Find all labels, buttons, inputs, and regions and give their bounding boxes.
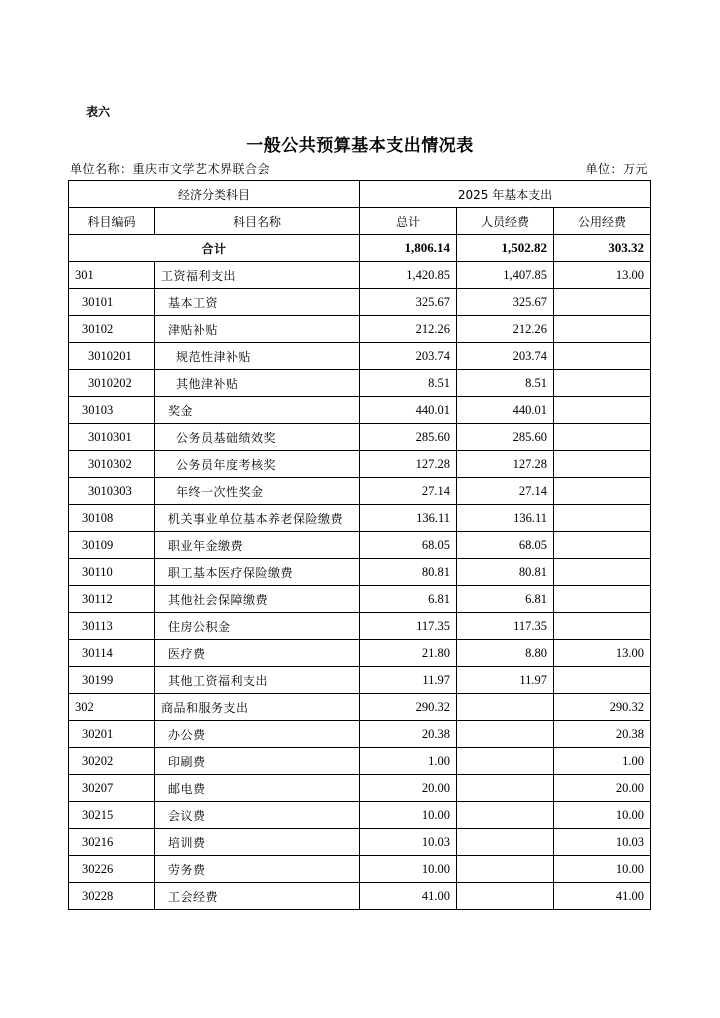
row-total: 1.00 xyxy=(360,748,457,775)
table-row xyxy=(69,883,651,910)
row-public xyxy=(554,505,651,532)
total-sum: 1,806.14 xyxy=(360,235,457,262)
row-code: 30226 xyxy=(69,856,155,883)
page-title: 一般公共预算基本支出情况表 xyxy=(246,136,474,156)
row-personnel xyxy=(457,721,554,748)
row-personnel: 6.81 xyxy=(457,586,554,613)
row-code: 30102 xyxy=(69,316,155,343)
row-name: 基本工资 xyxy=(155,289,360,316)
row-total: 41.00 xyxy=(360,883,457,910)
row-total: 68.05 xyxy=(360,532,457,559)
row-personnel: 1,407.85 xyxy=(457,262,554,289)
row-public xyxy=(554,667,651,694)
table-row xyxy=(69,451,651,478)
table-row xyxy=(69,505,651,532)
row-name: 工会经费 xyxy=(155,883,360,910)
row-code: 30202 xyxy=(69,748,155,775)
row-personnel: 325.67 xyxy=(457,289,554,316)
row-public xyxy=(554,451,651,478)
table-row xyxy=(69,586,651,613)
row-personnel xyxy=(457,694,554,721)
table-row xyxy=(69,424,651,451)
row-name: 年终一次性奖金 xyxy=(155,478,360,505)
row-code: 3010301 xyxy=(69,424,155,451)
header-row-2 xyxy=(69,208,651,235)
row-code: 30109 xyxy=(69,532,155,559)
row-name: 其他津补贴 xyxy=(155,370,360,397)
header-row-1 xyxy=(69,181,651,208)
row-personnel: 203.74 xyxy=(457,343,554,370)
row-public: 290.32 xyxy=(554,694,651,721)
row-public xyxy=(554,532,651,559)
row-public: 20.00 xyxy=(554,775,651,802)
row-personnel: 136.11 xyxy=(457,505,554,532)
row-public: 10.00 xyxy=(554,802,651,829)
table-row xyxy=(69,532,651,559)
row-total: 440.01 xyxy=(360,397,457,424)
row-code: 30110 xyxy=(69,559,155,586)
row-name: 其他工资福利支出 xyxy=(155,667,360,694)
row-name: 办公费 xyxy=(155,721,360,748)
expenditure-table xyxy=(68,180,651,910)
row-personnel xyxy=(457,748,554,775)
personnel-header: 人员经费 xyxy=(457,208,554,235)
row-code: 30103 xyxy=(69,397,155,424)
table-row xyxy=(69,262,651,289)
row-total: 8.51 xyxy=(360,370,457,397)
row-code: 3010303 xyxy=(69,478,155,505)
row-personnel xyxy=(457,856,554,883)
econ-class-header: 经济分类科目 xyxy=(69,181,360,208)
total-label: 合计 xyxy=(69,235,360,262)
row-public xyxy=(554,343,651,370)
table-row xyxy=(69,694,651,721)
row-personnel xyxy=(457,775,554,802)
row-public: 13.00 xyxy=(554,262,651,289)
table-row xyxy=(69,289,651,316)
row-name: 住房公积金 xyxy=(155,613,360,640)
table-row xyxy=(69,316,651,343)
row-code: 30199 xyxy=(69,667,155,694)
table-row xyxy=(69,802,651,829)
row-total: 10.03 xyxy=(360,829,457,856)
row-name: 机关事业单位基本养老保险缴费 xyxy=(155,505,360,532)
row-personnel: 68.05 xyxy=(457,532,554,559)
row-code: 30216 xyxy=(69,829,155,856)
row-name: 奖金 xyxy=(155,397,360,424)
row-code: 302 xyxy=(69,694,155,721)
row-name: 工资福利支出 xyxy=(155,262,360,289)
table-row xyxy=(69,613,651,640)
row-total: 290.32 xyxy=(360,694,457,721)
row-total: 136.11 xyxy=(360,505,457,532)
row-public: 13.00 xyxy=(554,640,651,667)
row-name: 会议费 xyxy=(155,802,360,829)
total-row xyxy=(69,235,651,262)
table-row xyxy=(69,640,651,667)
row-code: 30108 xyxy=(69,505,155,532)
row-total: 117.35 xyxy=(360,613,457,640)
row-name: 津贴补贴 xyxy=(155,316,360,343)
row-personnel: 11.97 xyxy=(457,667,554,694)
row-personnel xyxy=(457,883,554,910)
row-name: 培训费 xyxy=(155,829,360,856)
total-header: 总计 xyxy=(360,208,457,235)
table-row xyxy=(69,370,651,397)
row-personnel xyxy=(457,829,554,856)
row-public xyxy=(554,289,651,316)
row-code: 3010202 xyxy=(69,370,155,397)
row-name: 职业年金缴费 xyxy=(155,532,360,559)
row-public: 1.00 xyxy=(554,748,651,775)
row-code: 3010302 xyxy=(69,451,155,478)
row-public xyxy=(554,559,651,586)
unit-name: 单位名称：重庆市文学艺术界联合会 xyxy=(70,162,271,176)
row-personnel: 127.28 xyxy=(457,451,554,478)
row-personnel: 212.26 xyxy=(457,316,554,343)
table-row xyxy=(69,829,651,856)
row-name: 医疗费 xyxy=(155,640,360,667)
name-header: 科目名称 xyxy=(155,208,360,235)
row-total: 10.00 xyxy=(360,802,457,829)
code-header: 科目编码 xyxy=(69,208,155,235)
row-public: 41.00 xyxy=(554,883,651,910)
row-personnel: 285.60 xyxy=(457,424,554,451)
row-personnel xyxy=(457,802,554,829)
total-public: 303.32 xyxy=(554,235,651,262)
row-personnel: 27.14 xyxy=(457,478,554,505)
row-total: 203.74 xyxy=(360,343,457,370)
table-row xyxy=(69,478,651,505)
table-row xyxy=(69,343,651,370)
row-name: 公务员基础绩效奖 xyxy=(155,424,360,451)
row-code: 301 xyxy=(69,262,155,289)
row-code: 30114 xyxy=(69,640,155,667)
basic-exp-header: 2025 年基本支出 xyxy=(360,181,651,208)
row-personnel: 117.35 xyxy=(457,613,554,640)
row-public xyxy=(554,586,651,613)
row-total: 21.80 xyxy=(360,640,457,667)
row-total: 325.67 xyxy=(360,289,457,316)
row-public: 10.03 xyxy=(554,829,651,856)
row-public xyxy=(554,478,651,505)
row-code: 30201 xyxy=(69,721,155,748)
total-personnel: 1,502.82 xyxy=(457,235,554,262)
row-total: 20.38 xyxy=(360,721,457,748)
row-public xyxy=(554,613,651,640)
row-name: 规范性津补贴 xyxy=(155,343,360,370)
table-row xyxy=(69,667,651,694)
row-public xyxy=(554,424,651,451)
row-name: 公务员年度考核奖 xyxy=(155,451,360,478)
row-personnel: 440.01 xyxy=(457,397,554,424)
row-total: 10.00 xyxy=(360,856,457,883)
row-total: 27.14 xyxy=(360,478,457,505)
row-total: 212.26 xyxy=(360,316,457,343)
table-row xyxy=(69,748,651,775)
row-total: 20.00 xyxy=(360,775,457,802)
currency-unit: 单位：万元 xyxy=(585,162,648,176)
row-name: 劳务费 xyxy=(155,856,360,883)
row-public xyxy=(554,316,651,343)
row-total: 6.81 xyxy=(360,586,457,613)
row-total: 11.97 xyxy=(360,667,457,694)
row-code: 30112 xyxy=(69,586,155,613)
row-total: 80.81 xyxy=(360,559,457,586)
table-row xyxy=(69,721,651,748)
row-code: 30228 xyxy=(69,883,155,910)
row-name: 其他社会保障缴费 xyxy=(155,586,360,613)
table-row xyxy=(69,559,651,586)
row-public xyxy=(554,397,651,424)
row-name: 商品和服务支出 xyxy=(155,694,360,721)
public-header: 公用经费 xyxy=(554,208,651,235)
row-personnel: 8.80 xyxy=(457,640,554,667)
table-row xyxy=(69,397,651,424)
row-name: 职工基本医疗保险缴费 xyxy=(155,559,360,586)
row-public: 10.00 xyxy=(554,856,651,883)
row-code: 30101 xyxy=(69,289,155,316)
row-public: 20.38 xyxy=(554,721,651,748)
row-name: 印刷费 xyxy=(155,748,360,775)
row-name: 邮电费 xyxy=(155,775,360,802)
row-personnel: 8.51 xyxy=(457,370,554,397)
row-total: 285.60 xyxy=(360,424,457,451)
row-public xyxy=(554,370,651,397)
row-total: 127.28 xyxy=(360,451,457,478)
row-code: 3010201 xyxy=(69,343,155,370)
table-number-label: 表六 xyxy=(86,105,111,119)
row-code: 30113 xyxy=(69,613,155,640)
table-row xyxy=(69,856,651,883)
row-code: 30215 xyxy=(69,802,155,829)
row-total: 1,420.85 xyxy=(360,262,457,289)
row-personnel: 80.81 xyxy=(457,559,554,586)
row-code: 30207 xyxy=(69,775,155,802)
table-row xyxy=(69,775,651,802)
